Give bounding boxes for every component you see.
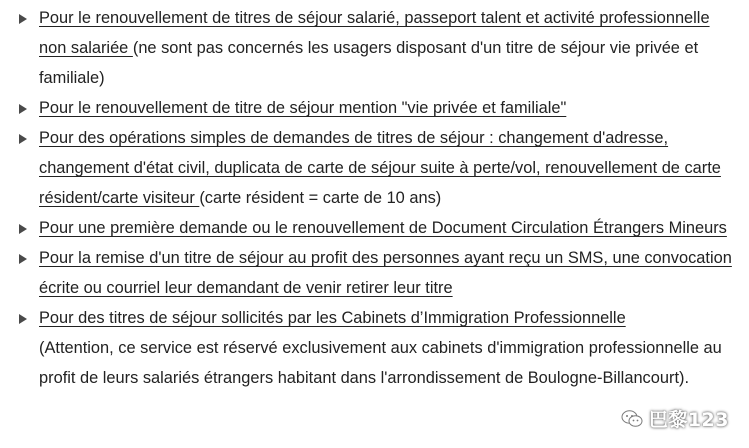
list-item [0,303,749,393]
link-cabinets-immigration[interactable]: Pour des titres de séjour sollicités par les Cabinets d’Immigration Professionnelle [39,309,626,327]
triangle-bullet-icon [19,224,27,234]
list-item [0,3,749,93]
watermark [621,405,729,432]
wechat-icon [621,409,643,429]
list-item [0,243,749,303]
list-item [0,213,749,243]
item-note: (carte résident = carte de 10 ans) [199,189,442,207]
link-dcem[interactable]: Pour une première demande ou le renouvellement de Document Circulation Étrangers Mineurs [39,219,727,237]
triangle-bullet-icon [19,134,27,144]
item-note: (Attention, ce service est réservé exclusivement aux cabinets d'immigration professionnelle au profit de leurs salariés étrangers habitant dans l'arrondissement de Boulogne-Billancourt). [39,339,722,387]
triangle-bullet-icon [19,14,27,24]
watermark-text: 巴黎123 [648,409,729,431]
list-item [0,93,749,123]
triangle-bullet-icon [19,314,27,324]
triangle-bullet-icon [19,104,27,114]
list-item [0,123,749,213]
link-operations-simples[interactable]: Pour des opérations simples de demandes de titres de séjour : changement d'adresse, changement d'état civil, duplicata de carte de séjour suite à perte/vol, renouvellement de carte résident/carte visiteur [39,129,721,207]
item-note: (ne sont pas concernés les usagers disposant d'un titre de séjour vie privée et familiale) [39,39,699,87]
appointment-options-list [0,3,749,393]
link-renouvellement-salarie[interactable]: Pour le renouvellement de titres de séjour salarié, passeport talent et activité professionnelle non salariée [39,9,710,57]
triangle-bullet-icon [19,254,27,264]
link-renouvellement-vie-privee[interactable]: Pour le renouvellement de titre de séjour mention "vie privée et familiale" [39,99,567,117]
link-remise-titre[interactable]: Pour la remise d'un titre de séjour au profit des personnes ayant reçu un SMS, une convocation écrite ou courriel leur demandant de venir retirer leur titre [39,249,732,297]
